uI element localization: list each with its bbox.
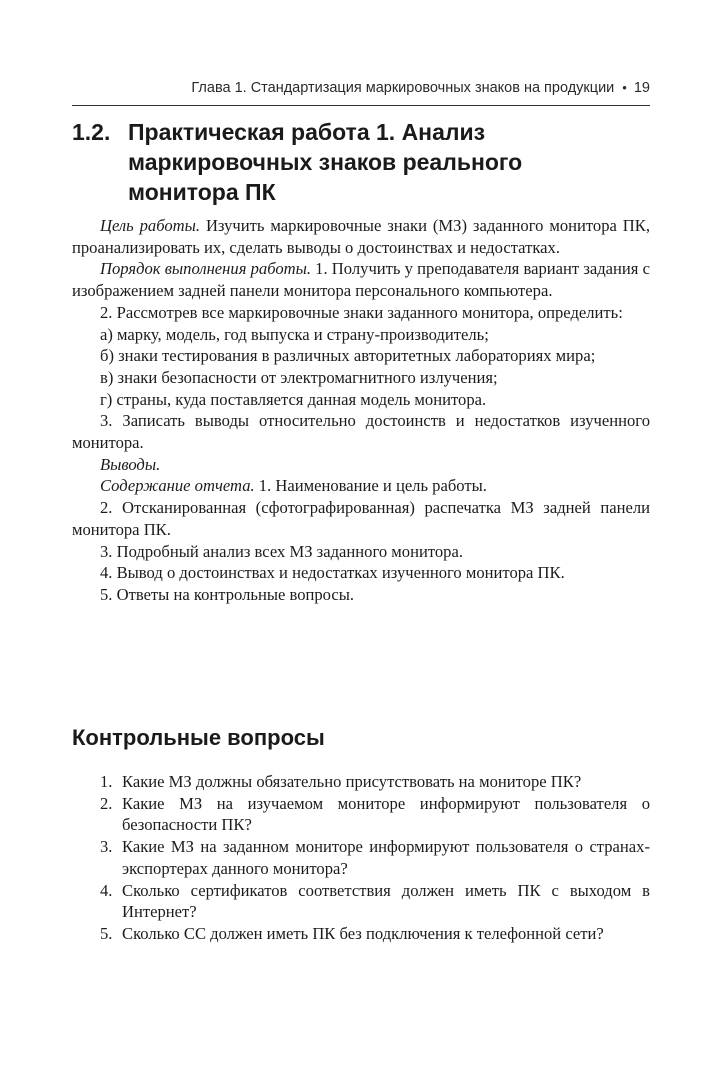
section-title-line-1: Практическая работа 1. Анализ [128, 119, 486, 145]
paragraph-conclusions [72, 454, 650, 476]
report-label: Содержание отчета. [100, 476, 255, 496]
report-text: 1. Наименование и цель работы. [254, 476, 487, 496]
running-title: Глава 1. Стандартизация маркировочных знаков на продукции [191, 80, 615, 96]
paragraph-report-4: 4. Вывод о достоинствах и недостатках изученного монитора ПК. [100, 563, 565, 583]
question-number: 4. [100, 880, 113, 900]
goal-label: Цель работы. [100, 216, 201, 235]
bullet-icon: • [622, 80, 627, 95]
question-item [72, 880, 650, 923]
paragraph-item-b: б) знаки тестирования в различных авторитетных лабораториях мира; [100, 346, 596, 366]
paragraph-item-v: в) знаки безопасности от электромагнитного излучения; [100, 367, 498, 387]
conclusions-label: Выводы. [100, 454, 161, 474]
question-text: Сколько СС должен иметь ПК без подключения к телефонной сети? [122, 923, 604, 943]
paragraph-procedure [72, 258, 650, 301]
question-number: 1. [100, 772, 113, 791]
body-text [72, 215, 650, 606]
question-number: 5. [100, 923, 113, 943]
question-number: 3. [100, 837, 113, 857]
question-item [72, 923, 650, 945]
procedure-label: Порядок выполнения работы. [100, 259, 311, 279]
paragraph-item-a: а) марку, модель, год выпуска и страну-производитель; [100, 324, 489, 344]
question-item [72, 793, 650, 836]
paragraph-report-5: 5. Ответы на контрольные вопросы. [100, 584, 355, 604]
section-number: 1.2. [72, 119, 111, 145]
paragraph-report-3: 3. Подробный анализ всех МЗ заданного монитора. [100, 541, 463, 561]
header-rule [72, 105, 650, 106]
paragraph-report [72, 475, 650, 497]
paragraph-step-2: 2. Рассмотрев все маркировочные знаки заданного монитора, определить: [100, 302, 623, 322]
section-title [72, 117, 650, 207]
page-number: 19 [633, 80, 650, 96]
question-number: 2. [100, 793, 113, 813]
paragraph-report-2: 2. Отсканированная (сфотографированная) распечатка МЗ задней панели монитора ПК. [72, 498, 650, 539]
question-text: Сколько сертификатов соответствия должен иметь ПК с выходом в Интернет? [122, 880, 650, 922]
book-page [72, 0, 650, 1080]
section-title-line-2: маркировочных знаков реального [128, 149, 523, 175]
question-item [72, 771, 650, 793]
goal-text: Изучить маркировочные знаки (МЗ) заданного монитора ПК, проанализировать их, сделать выводы о достоинствах и недостатках. [72, 216, 650, 257]
question-text: Какие МЗ должны обязательно присутствовать на мониторе ПК? [122, 772, 582, 791]
procedure-text: 1. Получить у преподавателя вариант задания с изображением задней панели монитора персонального компьютера. [72, 259, 650, 301]
questions-list [72, 771, 650, 945]
paragraph-step-3: 3. Записать выводы относительно достоинств и недостатков изученного монитора. [72, 411, 650, 453]
section-title-line-3: монитора ПК [128, 179, 276, 205]
question-text: Какие МЗ на заданном мониторе информируют пользователя о странах-экспортерах данного монитора? [122, 837, 650, 878]
question-item [72, 836, 650, 879]
question-text: Какие МЗ на изучаемом мониторе информируют пользователя о безопасности ПК? [122, 793, 650, 835]
paragraph-item-g: г) страны, куда поставляется данная модель монитора. [100, 389, 487, 409]
running-header [72, 80, 650, 96]
paragraph-goal [72, 215, 650, 258]
questions-title: Контрольные вопросы [72, 725, 325, 750]
